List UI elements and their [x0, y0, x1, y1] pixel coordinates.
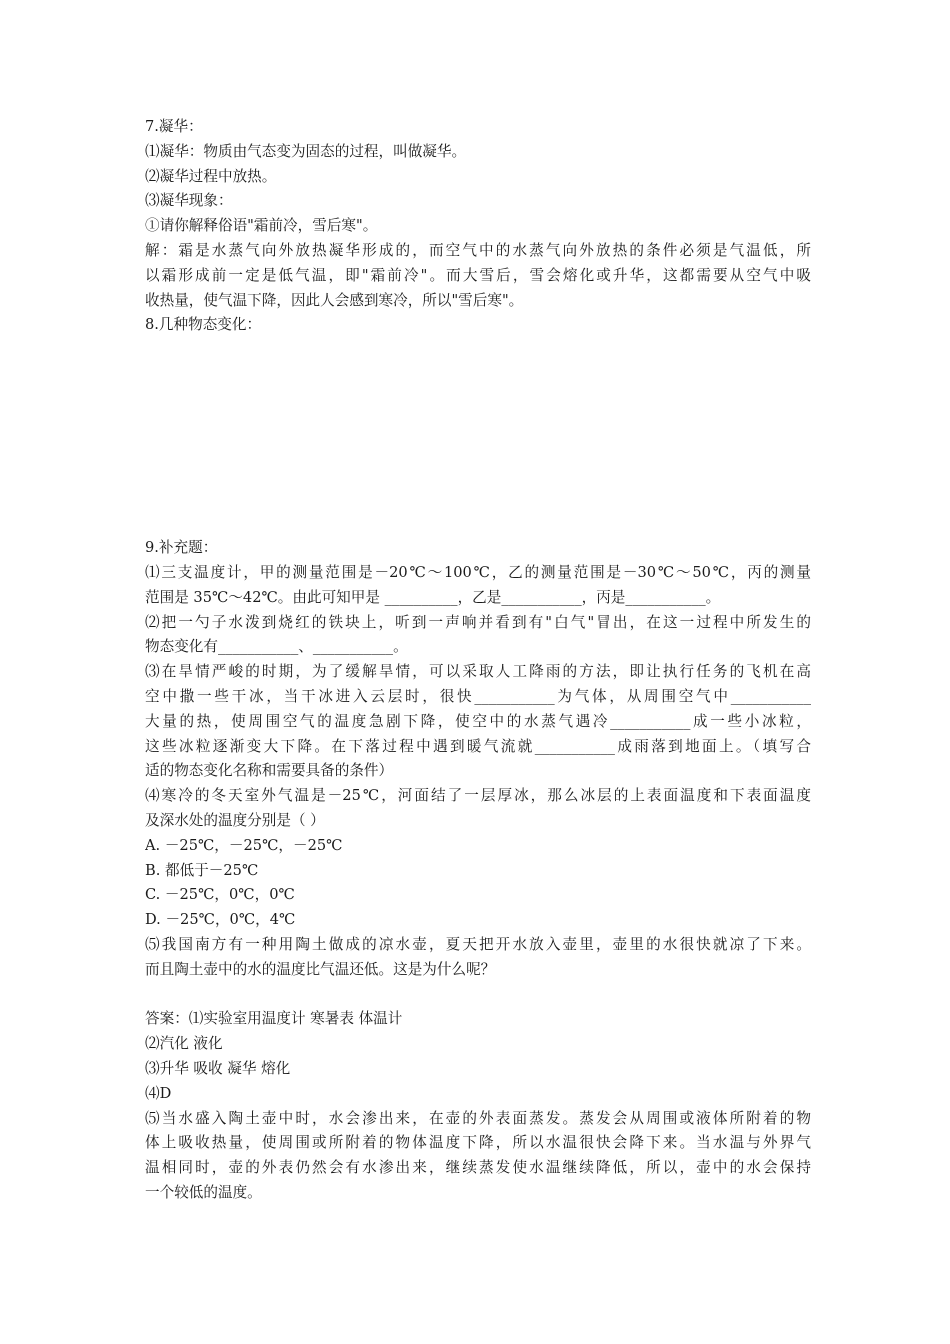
- question-4-line: 及深水处的温度分别是（ ）: [145, 811, 325, 829]
- section-7-proverb-question: ①请你解释俗语"霜前冷，雪后寒"。: [145, 217, 378, 235]
- section-8-title: 8.几种物态变化：: [145, 316, 262, 334]
- option-b: B. 都低于－25℃: [145, 861, 259, 879]
- question-5-line: 而且陶土壶中的水的温度比气温还低。这是为什么呢？: [145, 960, 496, 978]
- question-3-line: 适的物态变化名称和需要具备的条件）: [145, 762, 394, 780]
- section-7-heat-release: ⑵凝华过程中放热。: [145, 167, 277, 185]
- option-d: D. －25℃，0℃，4℃: [145, 911, 296, 929]
- answer-line: 温相同时，壶的外表仍然会有水渗出来，继续蒸发使水温继续降低，所以，壶中的水会保持: [145, 1159, 811, 1177]
- question-3-line: 大量的热，使周围空气的温度急剧下降，使空中的水蒸气遇冷___________成一些小冰粒，: [145, 712, 811, 730]
- question-2-line: ⑵把一勺子水泼到烧红的铁块上，听到一声响并看到有"白气"冒出，在这一过程中所发生的: [145, 613, 811, 631]
- answer-line: ⑸当水盛入陶土壶中时，水会渗出来，在壶的外表面蒸发。蒸发会从周围或液体所附着的物: [145, 1109, 811, 1127]
- question-1-line: ⑴三支温度计，甲的测量范围是－20℃～100℃，乙的测量范围是－30℃～50℃，丙的测量: [145, 563, 811, 581]
- question-5-line: ⑸我国南方有一种用陶土做成的凉水壶，夏天把开水放入壶里，壶里的水很快就凉了下来。: [145, 935, 811, 953]
- section-7-phenomena: ⑶凝华现象：: [145, 192, 233, 210]
- option-c: C. －25℃，0℃，0℃: [145, 886, 295, 904]
- answer-line: ⑵汽化 液化: [145, 1035, 223, 1053]
- answer-line: 体上吸收热量，使周围或所附着的物体温度下降，所以水温很快会降下来。当水温与外界气: [145, 1134, 811, 1152]
- question-3-line: 这些冰粒逐渐变大下降。在下落过程中遇到暖气流就___________成雨落到地面上。（填写合: [145, 737, 811, 755]
- section-7-title: 7.凝华：: [145, 118, 203, 135]
- question-3-line: 空中撒一些干冰，当干冰进入云层时，很快___________为气体，从周围空气中___________: [145, 687, 811, 705]
- answer-line: 一个较低的温度。: [145, 1183, 262, 1201]
- section-7-solution-line: 收热量，使气温下降，因此人会感到寒冷，所以"雪后寒"。: [145, 291, 524, 309]
- document-page: [145, 115, 811, 1206]
- section-7-definition: ⑴凝华：物质由气态变为固态的过程，叫做凝华。: [145, 142, 467, 160]
- option-a: A. －25℃，－25℃，－25℃: [145, 836, 343, 854]
- section-9-title: 9.补充题：: [145, 539, 218, 557]
- answer-line: ⑷D: [145, 1084, 172, 1102]
- question-4-line: ⑷寒冷的冬天室外气温是－25℃，河面结了一层厚冰，那么冰层的上表面温度和下表面温度: [145, 787, 811, 805]
- answer-line: ⑶升华 吸收 凝华 熔化: [145, 1059, 291, 1077]
- figure-placeholder: [145, 338, 811, 536]
- question-2-line: 物态变化有___________、___________。: [145, 638, 408, 656]
- question-3-line: ⑶在旱情严峻的时期，为了缓解旱情，可以采取人工降雨的方法，即让执行任务的飞机在高: [145, 663, 811, 681]
- section-7-solution-line: 以霜形成前一定是低气温，即"霜前冷"。而大雪后，雪会熔化或升华，这都需要从空气中吸: [145, 266, 811, 284]
- question-1-line: 范围是 35℃～42℃。由此可知甲是 __________，乙是___________，丙是___________。: [145, 588, 721, 606]
- section-7-solution-line: 解：霜是水蒸气向外放热凝华形成的，而空气中的水蒸气向外放热的条件必须是气温低，所: [145, 241, 811, 259]
- answer-line: 答案：⑴实验室用温度计 寒暑表 体温计: [145, 1010, 403, 1028]
- blank-line: [145, 983, 811, 1008]
